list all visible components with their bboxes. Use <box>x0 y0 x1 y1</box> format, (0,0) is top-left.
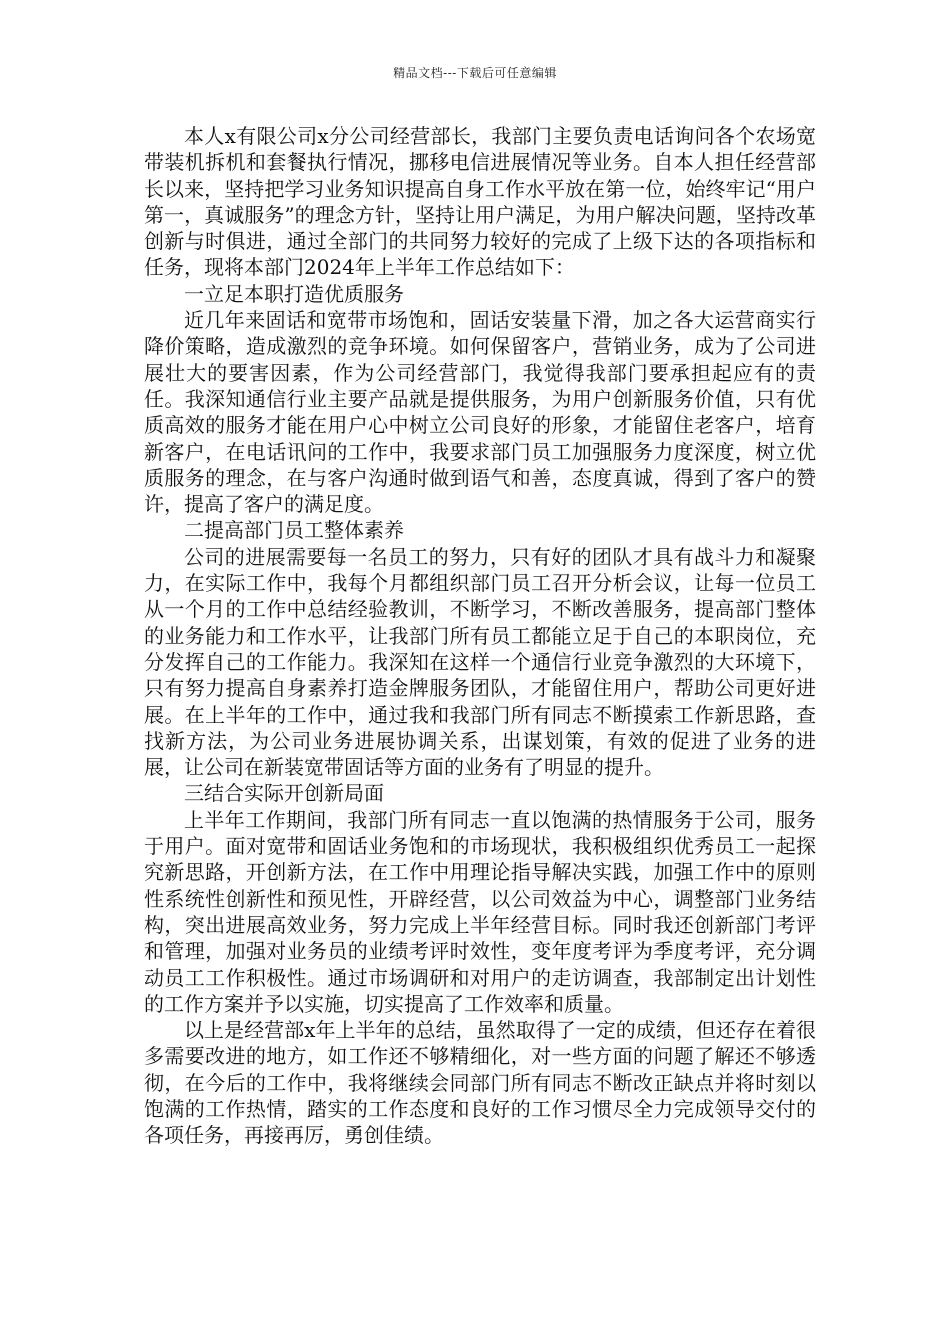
intro-paragraph: 本人x有限公司x分公司经营部长，我部门主要负责电话询问各个农场宽带装机拆机和套餐执行情况，挪移电信进展情况等业务。自本人担任经营部长以来，坚持把学习业务知识提高自身工作水平放在第一位，始终牢记“用户第一，真诚服务”的理念方针，坚持让用户满足，为用户解决问题，坚持改革创新与时俱进，通过全部门的共同努力较好的完成了上级下达的各项指标和任务，现将本部门2024年上半年工作总结如下： <box>144 124 816 280</box>
document-body <box>144 123 816 1149</box>
section-paragraph-2: 公司的进展需要每一名员工的努力，只有好的团队才具有战斗力和凝聚力，在实际工作中，我每个月都组织部门员工召开分析会议，让每一位员工从一个月的工作中总结经验教训，不断学习，不断改善服务，提高部门整体的业务能力和工作水平，让我部门所有员工都能立足于自己的本职岗位，充分发挥自己的工作能力。我深知在这样一个通信行业竞争激烈的大环境下，只有努力提高自身素养打造金牌服务团队，才能留住用户，帮助公司更好进展。在上半年的工作中，通过我和我部门所有同志不断摸索工作新思路，查找新方法，为公司业务进展协调关系，出谋划策，有效的促进了业务的进展，让公司在新装宽带固话等方面的业务有了明显的提升。 <box>144 544 816 780</box>
section-heading-3: 三结合实际开创新局面 <box>184 781 384 806</box>
section-heading-1: 一立足本职打造优质服务 <box>184 281 404 306</box>
conclusion-paragraph: 以上是经营部x年上半年的总结，虽然取得了一定的成绩，但还存在着很多需要改进的地方，如工作还不够精细化，对一些方面的问题了解还不够透彻，在今后的工作中，我将继续会同部门所有同志不断改正缺点并将时刻以饱满的工作热情，踏实的工作态度和良好的工作习惯尽全力完成领导交付的各项任务，再接再厉，勇创佳绩。 <box>144 1018 816 1148</box>
section-paragraph-3: 上半年工作期间，我部门所有同志一直以饱满的热情服务于公司，服务于用户。面对宽带和固话业务饱和的市场现状，我积极组织优秀员工一起探究新思路，开创新方法，在工作中用理论指导解决实践，加强工作中的原则性系统性创新性和预见性，开辟经营，以公司效益为中心，调整部门业务结构，突出进展高效业务，努力完成上半年经营目标。同时我还创新部门考评和管理，加强对业务员的业绩考评时效性，变年度考评为季度考评，充分调动员工工作积极性。通过市场调研和对用户的走访调查，我部制定出计划性的工作方案并予以实施，切实提高了工作效率和质量。 <box>144 807 816 1016</box>
section-heading-2: 二提高部门员工整体素养 <box>184 518 404 543</box>
section-paragraph-1: 近几年来固话和宽带市场饱和，固话安装量下滑，加之各大运营商实行降价策略，造成激烈的竞争环境。如何保留客户，营销业务，成为了公司进展壮大的要害因素，作为公司经营部门，我觉得我部门要承担起应有的责任。我深知通信行业主要产品就是提供服务，为用户创新服务价值，只有优质高效的服务才能在用户心中树立公司良好的形象，才能留住老客户，培育新客户，在电话讯问的工作中，我要求部门员工加强服务力度深度，树立优质服务的理念，在与客户沟通时做到语气和善，态度真诚，得到了客户的赞许，提高了客户的满足度。 <box>144 308 816 517</box>
page-header-note: 精品文档---下载后可任意编辑 <box>393 66 557 80</box>
